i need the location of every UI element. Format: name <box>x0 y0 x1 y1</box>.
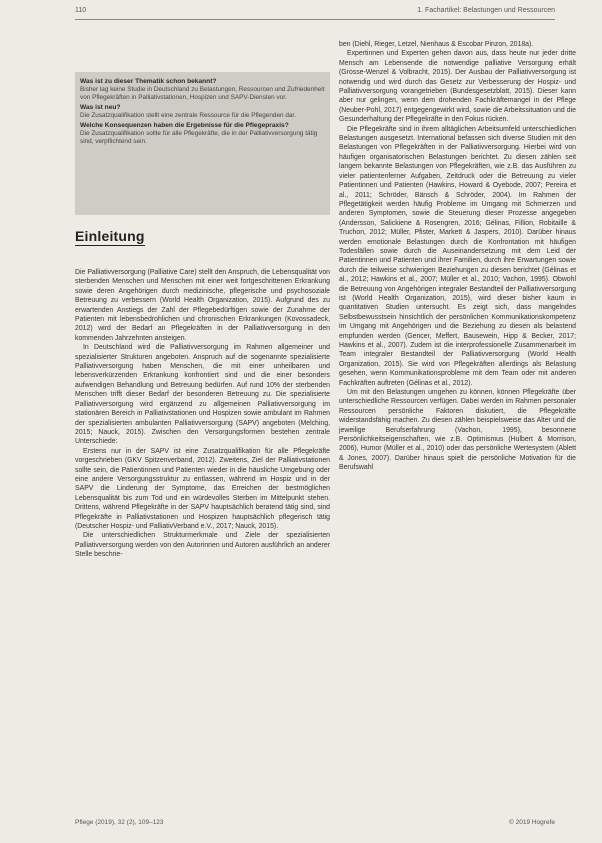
infobox-question-2: Was ist neu? <box>80 104 121 111</box>
paragraph: Die Palliativversorgung (Palliative Care) stellt den Anspruch, die Lebensqualität von sterbenden Menschen und Menschen mit einer weit fortgeschrittenen Erkrankung sowie deren Angehörigen durch medizinische, pflegerische und psychosoziale Betreuung zu verbessern (World Health Organization, 2015). Aufgrund des zu erwartenden Anstiegs der Zahl der Pflegebedürftigen sowie der Zunahme der Patienten mit lebensbedrohlichen und chronischen Erkrankungen (Kovossadeck, 2012) wird der Bedarf an Pflegekräften in der Palliativversorgung in den kommenden Jahrzehnten ansteigen. <box>75 269 330 342</box>
page-header <box>75 3 555 20</box>
paragraph: Die unterschiedlichen Strukturmerkmale und Ziele der spezialisierten Palliativversorgung werden von den Autorinnen und Autoren ausführlich an anderer Stelle beschrie- <box>75 532 330 559</box>
infobox-answer-3: Die Zusatzqualifikation sollte für alle Pflegekräfte, die in der Palliativversorgung tätig sind, verpflichtend sein. <box>80 130 318 145</box>
paragraph: ben (Diehl, Rieger, Letzel, Nienhaus & Escobar Pinzon, 2018a). <box>339 41 534 48</box>
paragraph: In Deutschland wird die Palliativversorgung im Rahmen allgemeiner und spezialisierter Strukturen angeboten. Anspruch auf die sogenannte spezialisierte Palliativversorgung haben Menschen, die mit einer unheilbaren und lebensverkürzenden Erkrankung konfrontiert sind und die einer besonders aufwendigen Behandlung und Betreuung bedürfen. Auf rund 10% der sterbenden Menschen trifft dieser Bedarf der besonderen Betreuung zu. Die spezialisierte Palliativversorgung wird ergänzend zu allgemeinen Palliativversorgung im stationären Bereich in Palliativstationen und Hospizen sowie ambulant im Rahmen der spezialisierten ambulanten Palliativversorgung (SAPV) angeboten (Melching, 2015; Nauck, 2015). Zwischen den Versorgungsformen bestehen zentrale Unterschiede: <box>75 344 330 446</box>
key-points-box <box>75 72 330 215</box>
section-heading: Einleitung <box>75 228 145 244</box>
paragraph: Erstens nur in der SAPV ist eine Zusatzqualifikation für alle Pflegekräfte vorgeschrieben (GKV Spitzenverband, 2012). Zweitens, Ziel der Palliativstationen sollte sein, die Patientinnen und Patienten wieder in die häusliche Umgebung oder eine andere Versorgungsstruktur zu entlassen, während im Hospiz und in der SAPV die Linderung der Symptome, das Erreichen der bestmöglichen Lebensqualität bis zum Tod und ein würdevolles Sterben im Mittelpunkt stehen. Drittens, während Pflegekräfte in der SAPV hauptsächlich beratend tätig sind, sind Pflegekräfte in Palliativstationen und Hospizen hauptsächlich pflegerisch tätig (Deutscher Hospiz- und PalliativVerband e.V., 2017; Nauck, 2015). <box>75 447 330 530</box>
paragraph: Die Pflegekräfte sind in ihrem alltäglichen Arbeitsumfeld unterschiedlichen Belastungen ausgesetzt. International befassen sich diverse Studien mit den Belastungen von Pflegekräften in der Palliativversorgung. Hierbei wird von häufigen organisatorischen Belastungen berichtet. Zu diesen zählen seit langem bekannte Belastungen von Pflegekräften, wie z.B. das Ausführen zu vieler patientenferner Aufgaben, Zeitdruck oder die Betreuung zu vieler Patientinnen und Patienten (Hawkins, Howard & Oyebode, 2007; Pereira et al., 2011; Schröder, Bänsch & Schröder, 2004). Im Rahmen der Pflegetätigkeit werden häufig Probleme im Umgang mit Schmerzen und anderen Symptomen, sowie die Steuerung dieser Prozesse angegeben (Andersson, Salickiene & Rosengren, 2016; Gélinas, Fillion, Robitaille & Truchon, 2012; Müller, Pfister, Markett & Jaspers, 2010). Darüber hinaus werden emotionale Belastungen durch die Konfrontation mit häufigen Todesfällen sowie durch die Auseinandersetzung mit dem Leid der Patientinnen und Patienten und ihrer Familien, durch ihre Erwartungen sowie durch die teilweise schwierigen Beziehungen zu diesen berichtet (Gélinas et al., 2012; Hawkins et al., 2007; Müller et al., 2010; Vachon, 1995). Obwohl die Betreuung von Angehörigen integraler Bestandteil der Palliativversorgung ist (World Health Organization, 2015), wird dieser bisher kaum in quantitativen Studien untersucht. Es zeigt sich, dass mangelndes Selbstbewusstsein hinsichtlich der persönlichen Kommunikationskompetenz im Umgang mit Angehörigen und die Beziehung zu diesen als belastend empfunden werden (Gencer, Meffert, Bausewein, Hipp & Becker, 2017; Hawkins et al., 2007). Zudem ist die interprofessionelle Zusammenarbeit im Team integraler Bestandteil der Palliativversorgung (World Health Organization, 2015). Sie wird von Pflegekräften allerdings als Belastung gesehen, wenn Kommunikationsprobleme mit dem Team oder mit anderen Fachkräften auftreten (Gélinas et al., 2012). <box>339 125 576 387</box>
paragraph: Um mit den Belastungen umgehen zu können, können Pflegekräfte über unterschiedliche Ressourcen verfügen. Dabei werden im Rahmen personaler Ressourcen persönliche Faktoren diskutiert, die Pflegekräfte widerstandsfähig machen. Zu diesen zählen beispielsweise das Alter und die jeweilige Berufserfahrung (Vachon, 1995), besonnene Persönlichkeitseigenschaften, wie z.B. Optimismus (Hulbert & Morrison, 2006), Humor (Müller et al., 2010) oder das persönliche Wertesystem (Ablett & Jones, 2007). Darüber hinaus spielt die persönliche Motivation für die Berufswahl <box>339 389 576 472</box>
infobox-question-3: Welche Konsequenzen haben die Ergebnisse für die Pflegepraxis? <box>80 122 289 129</box>
running-title: 1. Fachartikel: Belastungen und Ressourcen <box>417 7 555 14</box>
journal-citation: Pflege (2019), 32 (2), 109–123 <box>75 819 164 826</box>
infobox-question-1: Was ist zu dieser Thematik schon bekannt? <box>80 78 217 85</box>
infobox-answer-2: Die Zusatzqualifikation stellt eine zentrale Ressource für die Pflegenden dar. <box>80 112 296 119</box>
infobox-answer-1: Bisher lag keine Studie in Deutschland zu Belastungen, Ressourcen und Zufriedenheit von Pflegekräften in Palliativstationen, Hospizen und SAPV-Diensten vor. <box>80 86 325 101</box>
left-column <box>75 268 330 560</box>
right-column <box>339 40 576 473</box>
page-number: 110 <box>75 7 87 14</box>
paragraph: Expertinnen und Experten gehen davon aus, dass heute nur jeder dritte Mensch am Lebensende die notwendige palliative Versorgung erhält (Grosse-Wenzel & Volbracht, 2015). Der Ausbau der Palliativversorgung ist notwendig und wird durch das Gesetz zur Verbesserung der Hospiz- und Palliativversorgung vorangetrieben (Bundesgesetzblatt, 2015). Dieser kann aber nur gelingen, wenn dem drohenden Fachkräftemangel in der Pflege (Neuber-Pohl, 2017) entgegengewirkt wird, sowie die Arbeitssituation und die Gesunderhaltung der Pflegekräfte in den Fokus rücken. <box>339 50 576 124</box>
page-footer <box>75 819 555 833</box>
copyright: © 2019 Hogrefe <box>509 819 555 826</box>
